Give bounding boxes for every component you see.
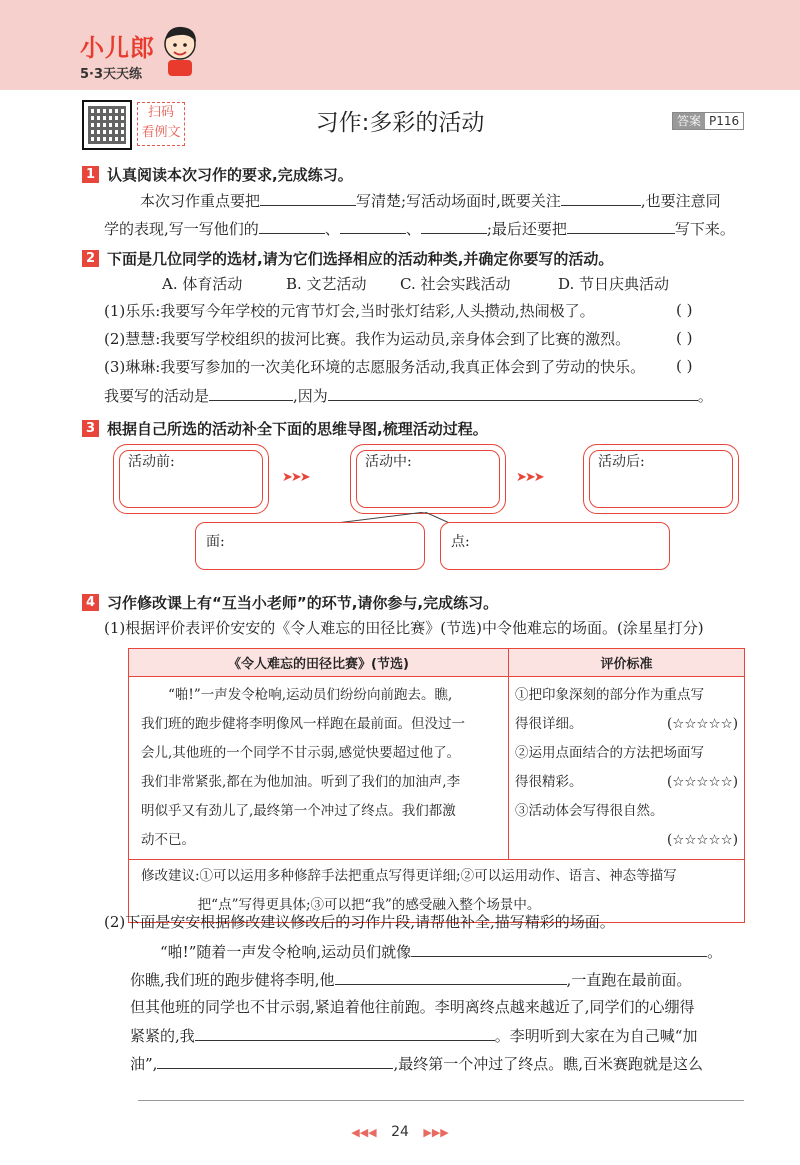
q1-number: 1 (82, 166, 99, 183)
q1-blank-3[interactable] (259, 218, 325, 234)
q4-blank-4[interactable] (157, 1053, 393, 1069)
brand-series: 5·3天天练 (80, 67, 143, 82)
suggestion-line: 修改建议:①可以运用多种修辞手法把重点写得更详细;②可以运用动作、语言、神态等描写 (141, 868, 677, 884)
mascot-icon (160, 24, 200, 76)
q2-item-1: (1)乐乐:我要写今年学校的元宵节灯会,当时张灯结彩,人头攒动,热闹极了。 (104, 302, 595, 320)
passage-cell (129, 677, 509, 860)
q3-number: 3 (82, 420, 99, 437)
q4-text: “啪!”随着一声发令枪响,运动员们就像 (160, 943, 412, 961)
mindmap-during-label: 活动中: (365, 454, 412, 470)
q1-text: 写下来。 (674, 220, 735, 238)
q1-text: ,也要注意同 (640, 192, 721, 210)
mindmap-before-label: 活动前: (128, 454, 175, 470)
evaluation-table (128, 648, 745, 923)
q1-text: ;最后还要把 (486, 220, 567, 238)
q4-number: 4 (82, 594, 99, 611)
q4-para-line2 (130, 969, 691, 990)
q4-sub2: (2)下面是安安根据修改建议修改后的习作片段,请帮他补全,描写精彩的场面。 (104, 913, 615, 931)
star-rating-1[interactable]: (☆☆☆☆☆) (666, 716, 738, 732)
q4-para-line4 (130, 1025, 697, 1046)
q1-blank-1[interactable] (260, 190, 356, 206)
q1-title-text: 认真阅读本次习作的要求,完成练习。 (107, 166, 353, 184)
passage-line: 我们非常紧张,都在为他加油。听到了我们的加油声,李 (141, 774, 461, 790)
brand-logo (80, 28, 155, 82)
q2-option-a: A. 体育活动 (162, 275, 243, 293)
passage-line: “啪!”一声发令枪响,运动员们纷纷向前跑去。瞧, (168, 687, 453, 703)
table-head-criteria: 评价标准 (509, 649, 745, 677)
q1-title (82, 164, 353, 185)
passage-line: 我们班的跑步健将李明像风一样跑在最前面。但没过一 (141, 716, 465, 732)
mindmap-after-label: 活动后: (598, 454, 645, 470)
brand-name: 小儿郎 (80, 34, 155, 62)
page-left-icon: ◀◀◀ (351, 1126, 377, 1139)
q2-option-b: B. 文艺活动 (286, 275, 367, 293)
q4-blank-3[interactable] (195, 1025, 495, 1041)
arrow-icon: ➤➤➤ (516, 470, 543, 485)
criteria-cell (509, 677, 745, 860)
q4-title (82, 592, 498, 613)
q2-title (82, 248, 613, 269)
mindmap-before[interactable] (113, 444, 269, 514)
q2-number: 2 (82, 250, 99, 267)
criteria-line: 得很精彩。 (515, 774, 583, 790)
page-number-text: 24 (391, 1124, 409, 1140)
q1-text: 学的表现,写一写他们的 (104, 220, 259, 238)
table-head-passage: 《令人难忘的田径比赛》(节选) (129, 649, 509, 677)
answer-ref[interactable] (672, 112, 744, 130)
q1-blank-4[interactable] (340, 218, 406, 234)
arrow-icon: ➤➤➤ (282, 470, 309, 485)
q2-choose-text: 。 (697, 387, 713, 405)
answer-label: 答案 (673, 113, 705, 129)
q4-para-line1 (160, 941, 722, 962)
mindmap-point[interactable] (440, 522, 670, 570)
answer-line[interactable] (138, 1100, 744, 1101)
mindmap-during[interactable] (350, 444, 506, 514)
q1-line2 (104, 218, 735, 239)
q2-choose-text: ,因为 (293, 387, 328, 405)
q1-text: 本次习作重点要把 (140, 192, 261, 210)
mindmap-after[interactable] (583, 444, 739, 514)
q2-choose-text: 我要写的活动是 (104, 387, 210, 405)
q4-blank-2[interactable] (335, 969, 567, 985)
q4-sub1: (1)根据评价表评价安安的《令人难忘的田径比赛》(节选)中令他难忘的场面。(涂星星打分) (104, 619, 704, 637)
q2-option-d: D. 节日庆典活动 (558, 275, 670, 293)
passage-line: 会儿,其他班的一个同学不甘示弱,感觉快要超过他了。 (141, 745, 461, 761)
q1-blank-6[interactable] (567, 218, 675, 234)
criteria-line: ③活动体会写得很自然。 (515, 803, 664, 819)
answer-page: P116 (709, 114, 740, 128)
q2-reason-blank[interactable] (328, 385, 698, 401)
mindmap-surface-label: 面: (206, 534, 225, 550)
q4-text: ,最终第一个冲过了终点。瞧,百米赛跑就是这么 (393, 1055, 703, 1073)
suggestion-line: 把“点”写得更具体;③可以把“我”的感受融入整个场景中。 (197, 897, 541, 913)
criteria-line: ②运用点面结合的方法把场面写 (515, 745, 704, 761)
q4-text: 。李明听到大家在为自己喊“加 (494, 1027, 698, 1045)
q1-text: 、 (405, 220, 421, 238)
q4-blank-1[interactable] (411, 941, 707, 957)
page-number (0, 1124, 800, 1140)
mindmap-point-label: 点: (451, 534, 470, 550)
q1-line1 (140, 190, 721, 211)
scan-line2: 看例文 (141, 125, 181, 140)
q4-text: 紧紧的,我 (130, 1027, 195, 1045)
q1-blank-2[interactable] (561, 190, 641, 206)
q3-title-text: 根据自己所选的活动补全下面的思维导图,梳理活动过程。 (107, 420, 488, 438)
q1-text: 写清楚;写活动场面时,既要关注 (356, 192, 561, 210)
criteria-line: ①把印象深刻的部分作为重点写 (515, 687, 704, 703)
q2-item-2: (2)慧慧:我要写学校组织的拔河比赛。我作为运动员,亲身体会到了比赛的激烈。 (104, 330, 631, 348)
star-rating-3[interactable]: (☆☆☆☆☆) (666, 832, 738, 848)
q1-blank-5[interactable] (421, 218, 487, 234)
q4-text: 。 (707, 943, 723, 961)
q4-para-line3: 但其他班的同学也不甘示弱,紧追着他往前跑。李明离终点越来越近了,同学们的心绷得 (130, 998, 695, 1016)
q3-title (82, 418, 488, 439)
q1-text: 、 (324, 220, 340, 238)
q4-text: ,一直跑在最前面。 (566, 971, 692, 989)
passage-line: 动不已。 (141, 832, 195, 848)
q2-item-3: (3)琳琳:我要写参加的一次美化环境的志愿服务活动,我真正体会到了劳动的快乐。 (104, 358, 646, 376)
q2-choose-blank[interactable] (209, 385, 293, 401)
page-right-icon: ▶▶▶ (423, 1126, 449, 1139)
q2-option-c: C. 社会实践活动 (400, 275, 511, 293)
q4-para-line5 (130, 1053, 703, 1074)
criteria-line: 得很详细。 (515, 716, 583, 732)
q4-title-text: 习作修改课上有“互当小老师”的环节,请你参与,完成练习。 (107, 594, 499, 612)
passage-line: 明似乎又有劲儿了,最终第一个冲过了终点。我们都激 (141, 803, 456, 819)
q2-answer-1[interactable]: ( ) (676, 301, 693, 319)
page-title: 习作:多彩的活动 (315, 110, 485, 136)
q4-text: 你瞧,我们班的跑步健将李明,他 (130, 971, 335, 989)
scan-line1: 扫码 (147, 105, 174, 120)
q4-text: 油”, (130, 1055, 158, 1073)
q2-answer-2[interactable]: ( ) (676, 329, 693, 347)
star-rating-2[interactable]: (☆☆☆☆☆) (666, 774, 738, 790)
q2-choose (104, 385, 713, 406)
q2-answer-3[interactable]: ( ) (676, 357, 693, 375)
mindmap-surface[interactable] (195, 522, 425, 570)
q2-title-text: 下面是几位同学的选材,请为它们选择相应的活动种类,并确定你要写的活动。 (107, 250, 614, 268)
